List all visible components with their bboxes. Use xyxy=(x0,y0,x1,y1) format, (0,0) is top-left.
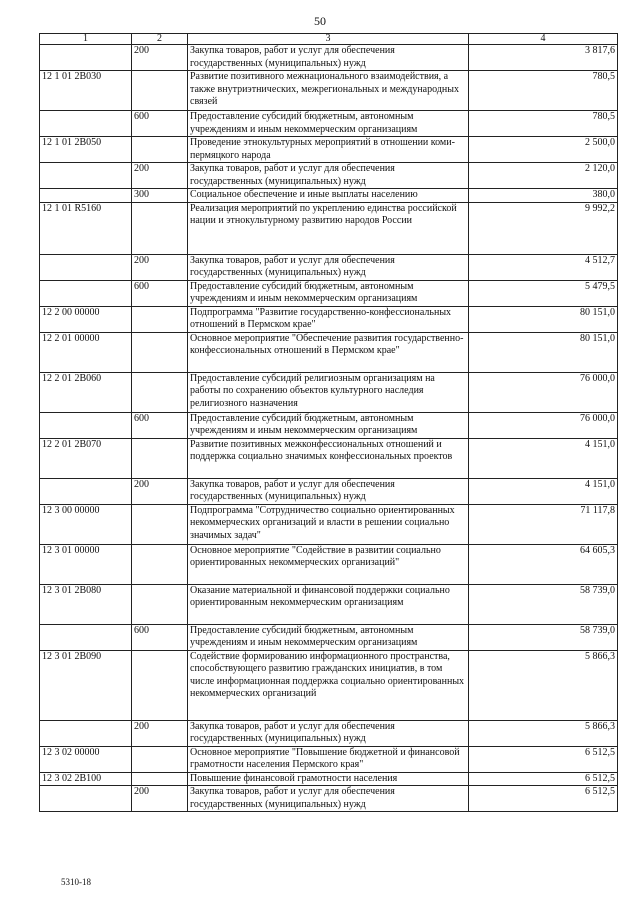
row-amount: 76 000,0 xyxy=(469,412,618,438)
row-amount: 58 739,0 xyxy=(469,624,618,650)
row-amount: 5 479,5 xyxy=(469,280,618,306)
row-code: 12 3 01 2B090 xyxy=(40,650,132,720)
row-expense-type xyxy=(132,306,188,332)
row-code xyxy=(40,280,132,306)
row-name: Закупка товаров, работ и услуг для обеспечения государственных (муниципальных) нужд xyxy=(188,254,469,280)
row-amount: 4 512,7 xyxy=(469,254,618,280)
table-row xyxy=(40,412,618,438)
row-expense-type xyxy=(132,137,188,163)
row-code: 12 1 01 2B050 xyxy=(40,137,132,163)
row-amount: 58 739,0 xyxy=(469,584,618,624)
row-expense-type: 200 xyxy=(132,478,188,504)
row-expense-type: 600 xyxy=(132,280,188,306)
row-expense-type xyxy=(132,746,188,772)
row-expense-type xyxy=(132,71,188,111)
row-expense-type: 600 xyxy=(132,111,188,137)
row-expense-type xyxy=(132,772,188,786)
row-amount: 80 151,0 xyxy=(469,332,618,372)
table-row xyxy=(40,746,618,772)
table-row xyxy=(40,111,618,137)
row-amount: 4 151,0 xyxy=(469,478,618,504)
row-amount: 780,5 xyxy=(469,111,618,137)
header-col-3: 3 xyxy=(188,34,469,45)
row-code: 12 3 02 00000 xyxy=(40,746,132,772)
row-code: 12 2 01 00000 xyxy=(40,332,132,372)
row-amount: 6 512,5 xyxy=(469,746,618,772)
row-name: Закупка товаров, работ и услуг для обеспечения государственных (муниципальных) нужд xyxy=(188,163,469,189)
row-name: Развитие позитивного межнационального взаимодействия, а также внутриэтнических, межрегиональных и международных связей xyxy=(188,71,469,111)
row-name: Закупка товаров, работ и услуг для обеспечения государственных (муниципальных) нужд xyxy=(188,45,469,71)
row-code xyxy=(40,478,132,504)
row-code: 12 1 01 2B030 xyxy=(40,71,132,111)
row-code xyxy=(40,254,132,280)
row-expense-type xyxy=(132,544,188,584)
row-name: Закупка товаров, работ и услуг для обеспечения государственных (муниципальных) нужд xyxy=(188,720,469,746)
table-row xyxy=(40,254,618,280)
row-name: Закупка товаров, работ и услуг для обеспечения государственных (муниципальных) нужд xyxy=(188,478,469,504)
row-expense-type xyxy=(132,372,188,412)
row-name: Основное мероприятие "Обеспечение развития государственно-конфессиональных отношений в Пермском крае" xyxy=(188,332,469,372)
row-amount: 2 500,0 xyxy=(469,137,618,163)
row-code xyxy=(40,111,132,137)
row-amount: 76 000,0 xyxy=(469,372,618,412)
row-name: Предоставление субсидий бюджетным, автономным учреждениям и иным некоммерческим организациям xyxy=(188,412,469,438)
page-number: 50 xyxy=(314,14,326,28)
row-expense-type xyxy=(132,438,188,478)
row-code xyxy=(40,189,132,203)
row-name: Закупка товаров, работ и услуг для обеспечения государственных (муниципальных) нужд xyxy=(188,786,469,812)
row-expense-type: 600 xyxy=(132,624,188,650)
row-name: Предоставление субсидий бюджетным, автономным учреждениям и иным некоммерческим организациям xyxy=(188,624,469,650)
row-code: 12 3 01 00000 xyxy=(40,544,132,584)
row-amount: 780,5 xyxy=(469,71,618,111)
row-expense-type: 200 xyxy=(132,720,188,746)
table-row xyxy=(40,624,618,650)
row-name: Предоставление субсидий бюджетным, автономным учреждениям и иным некоммерческим организациям xyxy=(188,111,469,137)
row-code xyxy=(40,163,132,189)
table-row xyxy=(40,650,618,720)
row-expense-type: 200 xyxy=(132,254,188,280)
table-row xyxy=(40,189,618,203)
table-row xyxy=(40,71,618,111)
row-expense-type: 600 xyxy=(132,412,188,438)
row-name: Повышение финансовой грамотности населения xyxy=(188,772,469,786)
row-code: 12 3 02 2B100 xyxy=(40,772,132,786)
row-expense-type: 300 xyxy=(132,189,188,203)
header-col-4: 4 xyxy=(469,34,618,45)
table-row xyxy=(40,544,618,584)
row-name: Подпрограмма "Сотрудничество социально ориентированных некоммерческих организаций и власти в решении социально значимых задач" xyxy=(188,504,469,544)
row-code: 12 2 01 2B070 xyxy=(40,438,132,478)
table-row xyxy=(40,438,618,478)
table-row xyxy=(40,786,618,812)
row-code xyxy=(40,412,132,438)
row-amount: 2 120,0 xyxy=(469,163,618,189)
row-code: 12 1 01 R5160 xyxy=(40,202,132,254)
row-name: Предоставление субсидий религиозным организациям на работы по сохранению объектов культурного наследия религиозного назначения xyxy=(188,372,469,412)
table-row xyxy=(40,372,618,412)
row-amount: 71 117,8 xyxy=(469,504,618,544)
table-row xyxy=(40,45,618,71)
row-expense-type xyxy=(132,332,188,372)
row-expense-type xyxy=(132,584,188,624)
row-amount: 3 817,6 xyxy=(469,45,618,71)
row-amount: 4 151,0 xyxy=(469,438,618,478)
row-name: Основное мероприятие "Повышение бюджетной и финансовой грамотности населения Пермского края" xyxy=(188,746,469,772)
row-name: Оказание материальной и финансовой поддержки социально ориентированным некоммерческим организациям xyxy=(188,584,469,624)
table-row xyxy=(40,163,618,189)
row-name: Проведение этнокультурных мероприятий в отношении коми-пермяцкого народа xyxy=(188,137,469,163)
table-row xyxy=(40,720,618,746)
row-amount: 80 151,0 xyxy=(469,306,618,332)
table-row xyxy=(40,584,618,624)
row-code: 12 3 01 2B080 xyxy=(40,584,132,624)
table-row xyxy=(40,478,618,504)
row-expense-type xyxy=(132,650,188,720)
table-row xyxy=(40,332,618,372)
table-body xyxy=(40,45,618,812)
table-row xyxy=(40,772,618,786)
row-amount: 5 866,3 xyxy=(469,720,618,746)
row-name: Подпрограмма "Развитие государственно-конфессиональных отношений в Пермском крае" xyxy=(188,306,469,332)
row-expense-type xyxy=(132,202,188,254)
row-name: Развитие позитивных межконфессиональных отношений и поддержка социально значимых конфессиональных проектов xyxy=(188,438,469,478)
row-code xyxy=(40,624,132,650)
row-amount: 6 512,5 xyxy=(469,786,618,812)
row-amount: 6 512,5 xyxy=(469,772,618,786)
row-code: 12 3 00 00000 xyxy=(40,504,132,544)
row-code xyxy=(40,786,132,812)
budget-table xyxy=(39,33,618,812)
table-row xyxy=(40,504,618,544)
row-code: 12 2 00 00000 xyxy=(40,306,132,332)
row-code xyxy=(40,45,132,71)
table-row xyxy=(40,202,618,254)
row-amount: 64 605,3 xyxy=(469,544,618,584)
row-expense-type xyxy=(132,504,188,544)
row-name: Предоставление субсидий бюджетным, автономным учреждениям и иным некоммерческим организациям xyxy=(188,280,469,306)
table-row xyxy=(40,280,618,306)
row-amount: 9 992,2 xyxy=(469,202,618,254)
row-code: 12 2 01 2B060 xyxy=(40,372,132,412)
row-name: Реализация мероприятий по укреплению единства российской нации и этнокультурному развитию народов России xyxy=(188,202,469,254)
row-expense-type: 200 xyxy=(132,163,188,189)
row-expense-type: 200 xyxy=(132,786,188,812)
row-name: Содействие формированию информационного пространства, способствующего развитию гражданских инициатив, в том числе информационная поддержка социально ориентированных некоммерческих организаций xyxy=(188,650,469,720)
footer-code: 5310-18 xyxy=(61,877,91,887)
header-col-2: 2 xyxy=(132,34,188,45)
table-row xyxy=(40,306,618,332)
row-code xyxy=(40,720,132,746)
table-header-row xyxy=(40,34,618,45)
row-amount: 380,0 xyxy=(469,189,618,203)
header-col-1: 1 xyxy=(40,34,132,45)
table-row xyxy=(40,137,618,163)
row-name: Основное мероприятие "Содействие в развитии социально ориентированных некоммерческих организаций" xyxy=(188,544,469,584)
row-name: Социальное обеспечение и иные выплаты населению xyxy=(188,189,469,203)
row-amount: 5 866,3 xyxy=(469,650,618,720)
row-expense-type: 200 xyxy=(132,45,188,71)
